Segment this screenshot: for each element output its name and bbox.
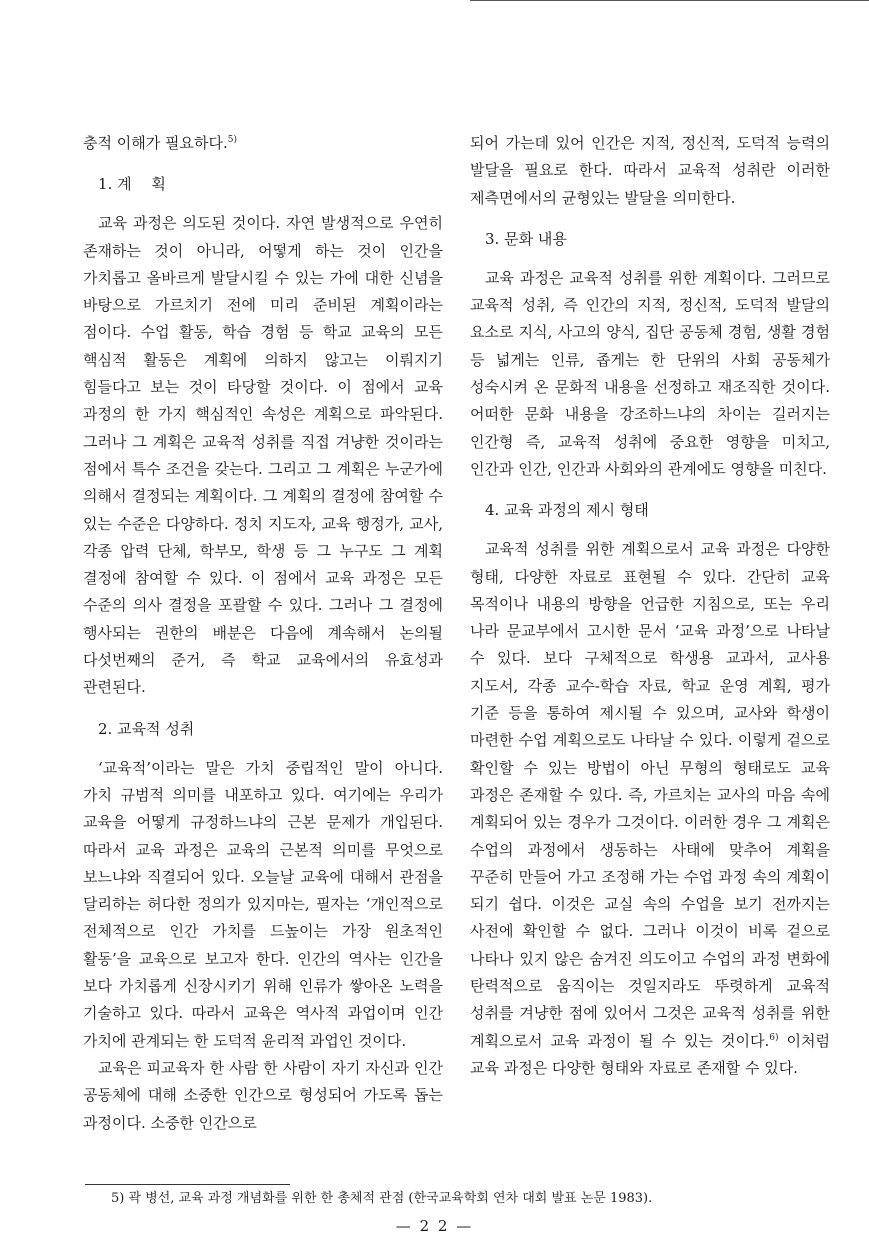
section-2-paragraph-2: 교육은 피교육자 한 사람 한 사람이 자기 자신과 인간 공동체에 대해 소중한 인간으로 형성되어 가도록 돕는 과정이다. 소중한 인간으로	[83, 1058, 443, 1132]
footnote-5: 5) 곽 병선, 교육 과정 개념화를 위한 한 총체적 관점 (한국교육학회 연차 대회 발표 논문 1983).	[111, 1191, 653, 1206]
right-column	[470, 130, 830, 1082]
section-1-heading: 1. 계 획	[98, 175, 166, 194]
top-rule	[470, 0, 869, 1]
section-3-heading: 3. 문화 내용	[485, 229, 567, 248]
section-2-heading: 2. 교육적 성취	[98, 719, 195, 738]
section-1-paragraph: 교육 과정은 의도된 것이다. 자연 발생적으로 우연히 존재하는 것이 아니라, 어떻게 하는 것이 인간을 가치롭고 올바르게 발달시킬 수 있는 가에 대한 신념을 바탕으로 가르치기 전에 미리 준비된 계획이라는 점이다. 수업 활동, 학습 경험 등 학교 교육의 모든 핵심적 활동은 계획에 의하지 않고는 이뤄지기 힘들다고 보는 것이 타당할 것이다. 이 점에서 교육 과정의 한 가지 핵심적인 속성은 계획으로 파악된다. 그러나 그 계획은 교육적 성취를 직접 겨냥한 것이라는 점에서 특수 조건을 갖는다. 그리고 그 계획은 누군가에 의해서 결정되는 계획이다. 그 계획의 결정에 참여할 수 있는 수준은 다양하다. 정치 지도자, 교육 행정가, 교사, 각종 압력 단체, 학부모, 학생 등 그 누구도 그 계획 결정에 참여할 수 있다. 이 점에서 교육 과정은 모든 수준의 의사 결정을 포괄할 수 있다. 그러나 그 결정에 행사되는 권한의 배분은 다음에 계속해서 논의될 다섯번째의 준거, 즉 학교 교육에서의 유효성과 관련된다.	[83, 214, 443, 697]
page-number: — 2 2 —	[395, 1217, 474, 1235]
section-4-heading: 4. 교육 과정의 제시 형태	[485, 501, 649, 520]
section-2-paragraph-1: ‘교육적’이라는 말은 가치 중립적인 말이 아니다. 가치 규범적 의미를 내포하고 있다. 여기에는 우리가 교육을 어떻게 규정하느냐의 근본 문제가 개입된다. 따라서 교육 과정은 교육의 근본적 의미를 무엇으로 보느냐와 직결되어 있다. 오늘날 교육에 대해서 관점을 달리하는 허다한 정의가 있지마는, 필자는 ‘개인적으로 전체적으로 인간 가치를 드높이는 가장 원초적인 활동’을 교육으로 보고자 한다. 인간의 역사는 인간을 보다 가치롭게 신장시키기 위해 인류가 쌓아온 노력을 기술하고 있다. 따라서 교육은 역사적 과업이며 인간 가치에 관계되는 한 도덕적 윤리적 과업인 것이다.	[83, 758, 443, 1050]
footnote-ref-6: 6)	[769, 1032, 779, 1043]
section-4-paragraph: 교육적 성취를 위한 계획으로서 교육 과정은 다양한 형태, 다양한 자료로 표현될 수 있다. 간단히 교육 목적이나 내용의 방향을 언급한 지침으로, 또는 우리 나라 문교부에서 고시한 문서 ‘교육 과정’으로 나타날 수 있다. 보다 구체적으로 학생용 교과서, 교사용 지도서, 각종 교수-학습 자료, 학교 운영 계획, 평가 기준 등을 통하여 제시될 수 있으며, 교사와 학생이 마련한 수업 계획으로도 나타날 수 있다. 이렇게 겉으로 확인할 수 있는 방법이 아닌 무형의 형태로도 교육 과정은 존재할 수 있다. 즉, 가르치는 교사의 마음 속에 계획되어 있는 경우가 그것이다. 이러한 경우 그 계획은 수업의 과정에서 생동하는 사태에 맞추어 계획을 꾸준히 만들어 가고 조정해 가는 수업 과정 속의 계획이 되기 쉽다. 이것은 교실 속의 수업을 보기 전까지는 사전에 확인할 수 없다. 그러나 이것이 비록 겉으로 나타나 있지 않은 숨겨진 의도이고 수업의 과정 변화에 탄력적으로 움직이는 것일지라도 뚜렷하게 교육적 성취를 겨냥한 점에 있어서 그것은 교육적 성취를 위한 계획으로서 교육 과정이 될 수 있는 것이다.$^{6)}$ 이처럼 교육 과정은 다양한 형태와 자료로 존재할 수 있다.	[470, 540, 830, 1077]
continued-paragraph: 되어 가는데 있어 인간은 지적, 정신적, 도덕적 능력의 발달을 필요로 한다. 따라서 교육적 성취란 이러한 제측면에서의 균형있는 발달을 의미한다.	[470, 134, 830, 207]
left-column	[83, 130, 443, 1137]
lead-paragraph: 충적 이해가 필요하다.$^{5)}$	[83, 134, 237, 152]
section-3-paragraph: 교육 과정은 교육적 성취를 위한 계획이다. 그러므로 교육적 성취, 즉 인간의 지적, 정신적, 도덕적 발달의 요소로 지식, 사고의 양식, 집단 공동체 경험, 생활 경험 등 넓게는 인류, 좁게는 한 단위의 사회 공동체가 성숙시켜 온 문화적 내용을 선정하고 재조직한 것이다. 어떠한 문화 내용을 강조하느냐의 차이는 길러지는 인간형 즉, 교육적 성취에 중요한 영향을 미치고, 인간과 인간, 인간과 사회와의 관계에도 영향을 미친다.	[470, 268, 830, 478]
footnote-rule	[85, 1184, 290, 1185]
footnote-ref-5: 5)	[227, 135, 237, 145]
